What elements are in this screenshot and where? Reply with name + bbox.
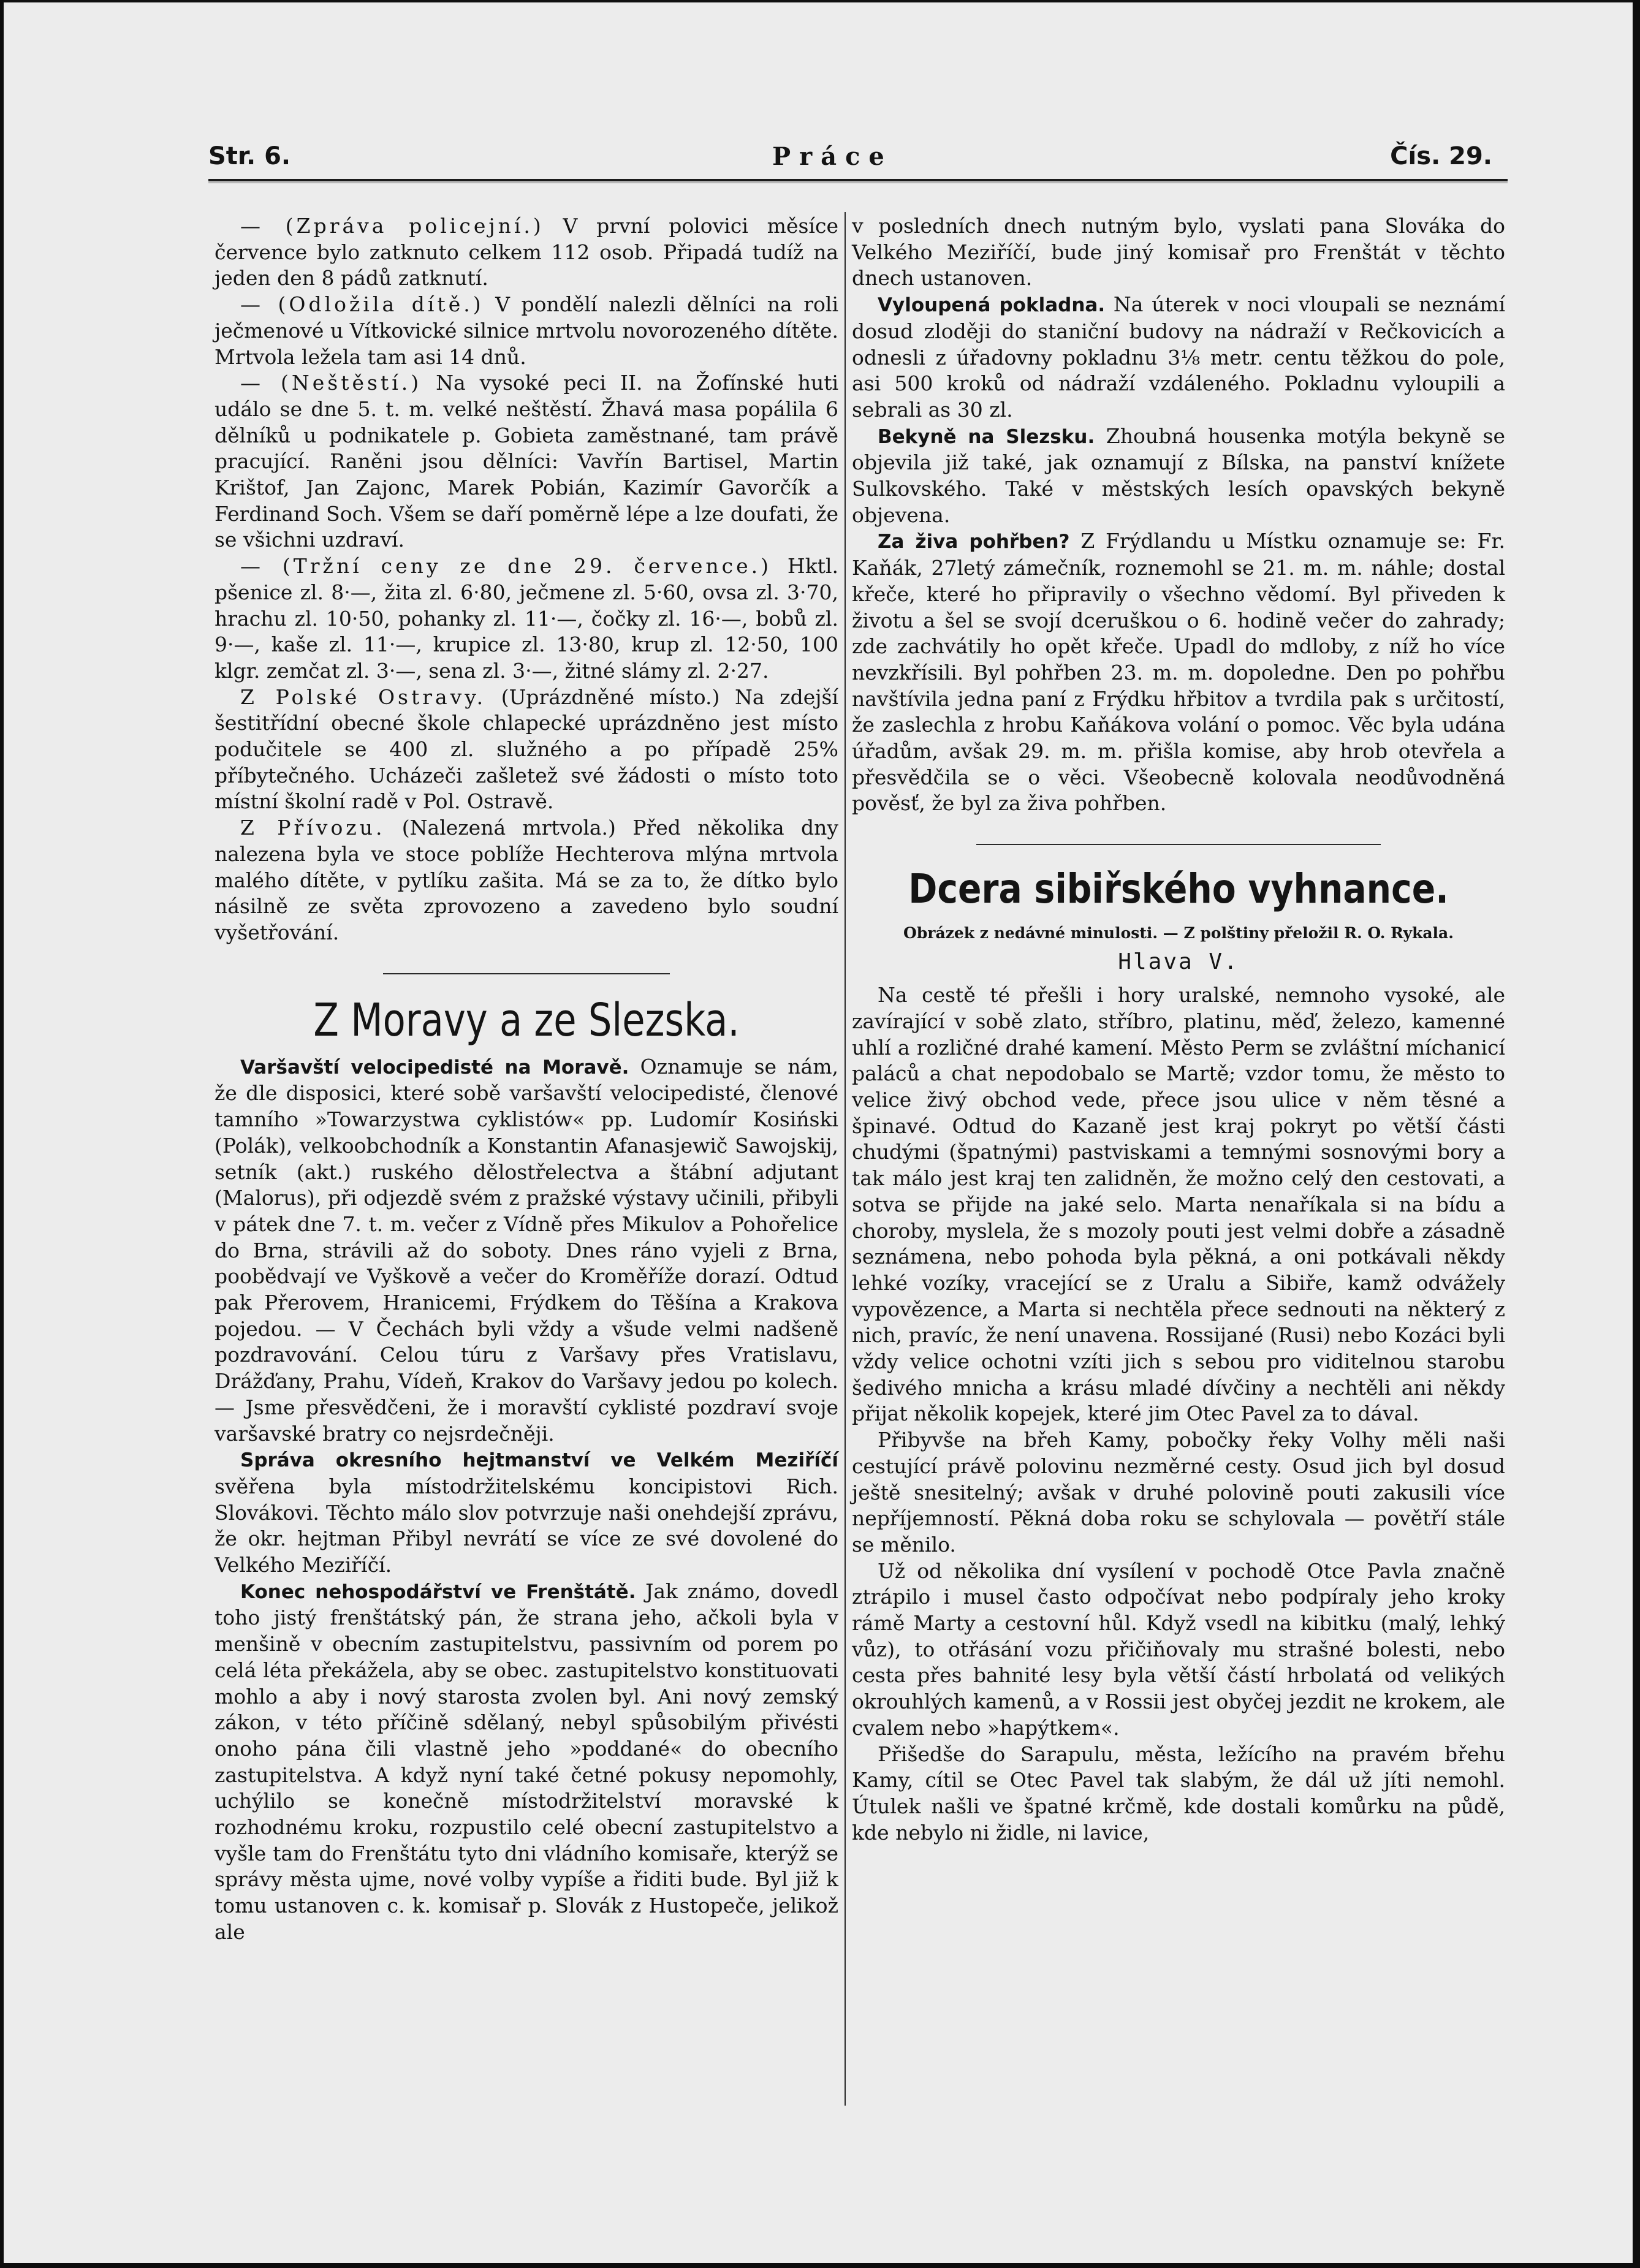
- news-item-text: V první polovici měsíce července bylo zatknuto celkem 112 osob. Připadá tudíž na jeden den 8 pádů zatknutí.: [214, 214, 838, 290]
- news-item-text: v posledních dnech nutným bylo, vyslati pana Slováka do Velkého Meziříčí, bude jiný komisař pro Frenštát v těchto dnech ustanoven.: [852, 214, 1505, 290]
- section-separator: [383, 973, 670, 974]
- page-header: [208, 142, 1492, 179]
- newspaper-title: Práce: [772, 142, 893, 171]
- news-item: [214, 1579, 838, 1946]
- right-column: [852, 213, 1505, 1846]
- scan-edge-right: [1633, 0, 1640, 2268]
- news-item: [214, 1447, 838, 1579]
- story-paragraph: Přišedše do Sarapulu, města, ležícího na pravém břehu Kamy, cítil se Otec Pavel tak slabým, že dál už jíti nemohl. Útulek našli ve špatné krčmě, kde dostali komůrku na půdě, kde nebylo ni židle, ni lavice,: [852, 1742, 1505, 1845]
- news-item: [214, 213, 838, 292]
- news-item: [214, 292, 838, 370]
- issue-number: Čís. 29.: [1390, 142, 1492, 170]
- news-item-heading: Za živa pohřben?: [878, 531, 1070, 553]
- news-item-text: Jak známo, dovedl toho jistý frenštátský pán, že strana jeho, ačkoli byla v menšině v obecním zastupitelstvu, passivním od porem po celá léta překážela, aby se obec. zastupitelstvo konstituovati mohlo a aby i nový starosta zvolen byl. Ani nový zemský zákon, v této příčině sdělaný, nebyl spůsobilým přivésti onoho pána čili vlastně jeho »poddané« do obecního zastupitelstva. A když nyní také četné pokusy nepomohly, uchýlilo se konečně místodržitelství moravské k rozhodnému kroku, rozpustilo celé obecní zastupitelstvo a vyšle tam do Frenštátu tyto dni vládního komisaře, kterýž se správy města ujme, nové volby vypíše a řiditi bude. Byl již k tomu ustanoven c. k. komisař p. Slovák z Hustopeče, jelikož ale: [214, 1579, 838, 1944]
- news-item-text: Hktl. pšenice zl. 8·—, žita zl. 6·80, ječmene zl. 5·60, ovsa zl. 3·70, hrachu zl. 10·50, pohanky zl. 11·—, čočky zl. 16·—, bobů zl. 9·—, kaše zl. 11·—, krupice zl. 13·80, krup zl. 12·50, 100 klgr. zemčat zl. 3·—, sena zl. 3·—, žitné slámy zl. 2·27.: [214, 554, 838, 683]
- news-item-heading: Z Polské Ostravy.: [240, 685, 487, 709]
- scan-edge-bottom: [0, 2263, 1640, 2268]
- news-item-text: Z Frýdlandu u Místku oznamuje se: Fr. Kaňák, 27letý zámečník, roznemohl se 21. m. m. náhle; dostal křeče, které ho připravily o všechno vědomí. Byl přiveden k životu a šel se svojí dceruškou o 6. hodině večer do zahrady; zde zachvátily ho opět křeče. Upadl do mdloby, z níž ho více nevzkřísili. Byl pohřben 23. m. m. dopoledne. Den po pohřbu navštívila jedna paní z Frýdku hřbitov a tvrdila pak s určitostí, že zaslechla z hrobu Kaňákova volání o pomoc. Věc byla udána úřadům, avšak 29. m. m. přišla komise, aby hrob otevřela a přesvědčila se o věci. Všeobecně kolovala neodůvodněná pověsť, že byl za živa pohřben.: [852, 529, 1505, 816]
- story-credit: Obrázek z nedávné minulosti. — Z polštiny přeložil R. O. Rykala.: [903, 924, 1454, 942]
- news-item-text: Oznamuje se nám, že dle disposici, které sobě varšavští velocipedisté, členové tamního »Towarzystwa cyklistów« pp. Ludomír Kosiński (Polák), velkoobchodník a Konstantin Afanasjewič Sawojskij, setník (akt.) ruského dělostřelectva a štábní adjutant (Malorus), při odjezdě svém z pražské výstavy učinili, přibyli v pátek dne 7. t. m. večer z Vídně přes Mikulov a Pohořelice do Brna, strávili až do soboty. Dnes ráno vyjeli z Brna, poobědvají ve Vyškově a večer do Kroměříže dorazí. Odtud pak Přerovem, Hranicemi, Frýdkem do Těšína a Krakova pojedou. — V Čechách byli vždy a všude velmi nadšeně pozdravování. Celou túru z Varšavy přes Vratislavu, Drážďany, Prahu, Vídeň, Krakov do Varšavy jedou po kolech. — Jsme přesvědčeni, že i moravští cyklisté pozdraví svoje varšavské bratry co nejsrdečněji.: [214, 1054, 838, 1446]
- header-rule: [208, 179, 1508, 181]
- news-item-heading: — (Neštěstí.): [240, 371, 422, 395]
- story-title: Dcera sibiřského vyhnance.: [908, 865, 1449, 913]
- news-item: [214, 1054, 838, 1447]
- story-separator: [976, 844, 1381, 845]
- news-item-text: (Nalezená mrtvola.) Před několika dny nalezena byla ve stoce poblíže Hechterova mlýna mrtvola malého dítěte, v pytlíku zašita. Má se za to, že dítko bylo násilně ze světa zprovozeno a zavedeno bylo soudní vyšetřování.: [214, 816, 839, 944]
- scan-edge-left: [0, 0, 4, 2268]
- story-paragraph: Už od několika dní vysílení v pochodě Otce Pavla značně ztrápilo i musel často odpočívat nebo podpíraly jeho kroky rámě Marty a cestovní hůl. Když vsedl na kibitku (malý, lehký vůz), to otřásání vozu přičiňovaly mu strašné bolesti, nebo cesta přes bahnité lesy byla větší částí hrbolatá od velikých okrouhlých kamenů, a v Rossii jest obyčej jezdit ne krokem, ale cvalem nebo »hapýtkem«.: [852, 1558, 1505, 1740]
- chapter-heading: Hlava V.: [1118, 949, 1239, 975]
- news-item-heading: Vyloupená pokladna.: [878, 294, 1106, 317]
- news-item-text: Na vysoké peci II. na Žofínské huti událo se dne 5. t. m. velké neštěstí. Žhavá masa popálila 6 dělníků u podnikatele p. Gobieta zaměstnané, tam právě pracující. Raněni jsou dělníci: Vavřín Bartisel, Martin Krištof, Jan Zajonc, Marek Pobián, Kazimír Gavorčík a Ferdinand Soch. Všem se daří poměrně lépe a lze doufati, že se všichni uzdraví.: [214, 371, 839, 552]
- news-item: [214, 553, 838, 685]
- story-text: [852, 982, 1505, 1846]
- moravia-silesia-news: [214, 1054, 838, 1946]
- news-item-text: Zhoubná housenka motýla bekyně se objevila již také, jak oznamují z Bílska, na panství knížete Sulkovského. Také v městských lesích opavských bekyně objevena.: [852, 423, 1505, 527]
- news-item: [852, 423, 1505, 529]
- news-item-text: (Uprázdněné místo.) Na zdejší šestitřídní obecné škole chlapecké uprázdněno jest místo podučitele se 400 zl. služného a po případě 25% příbytečného. Ucházeči zašletež své žádosti o místo toto místní školní radě v Pol. Ostravě.: [214, 685, 838, 814]
- left-column: [214, 213, 838, 1946]
- news-item-heading: Z Přívozu.: [240, 816, 385, 840]
- news-item-heading: Varšavští velocipedisté na Moravě.: [240, 1056, 629, 1079]
- news-item-heading: Správa okresního hejtmanství ve Velkém Meziříčí: [240, 1449, 838, 1472]
- section-title: Z Moravy a ze Slezska.: [313, 993, 740, 1047]
- news-item: [852, 292, 1505, 423]
- scan-edge-top: [0, 0, 1640, 2]
- news-item-heading: Bekyně na Slezsku.: [878, 425, 1095, 448]
- news-item-heading: — (Zpráva policejní.): [240, 214, 544, 238]
- news-item: [214, 685, 838, 816]
- news-item-text: Na úterek v noci vloupali se neznámí dosud zloději do staniční budovy na nádraží v Rečkovicích a odnesli z úřadovny pokladnu 3⅛ metr. centu těžkou do pole, asi 500 kroků od nádraží vzdáleného. Pokladnu vyloupili a sebrali as 30 zl.: [852, 292, 1505, 422]
- news-item: [214, 370, 838, 553]
- story-paragraph: Na cestě té přešli i hory uralské, nemnoho vysoké, ale zavírající v sobě zlato, stříbro, platinu, měď, železo, kamenné uhlí a rozličné drahé kamení. Město Perm se zvláštní míchanicí paláců a chat nepodobalo se Martě; vzdor tomu, že město to velice živý obchod vede, přece jsou ulice v něm těsné a špinavé. Odtud do Kazaně jest kraj pokryt po větší části chudými (špatnými) pastviskami a temnými sosnovými bory a tak málo jest kraj ten zalidněn, že možno celý den cestovati, a sotva se přijde na jaké selo. Marta nenaříkala si na bídu a choroby, myslela, že s mozoly pouti jest velmi dobře a zásadně seznámena, nebo pohoda byla pěkná, a oni potkávali někdy lehké vozíky, vracející se z Uralu a Sibiře, kamž odvážely vypovězence, a Marta si nechtěla přece sednouti na některý z nich, pravíc, že není unavena. Rossijané (Rusi) nebo Kozáci byli vždy velice ochotni vzíti jich s sebou pro viditelnou starobu šedivého mnicha a krásu mladé dívčiny a nechtěli ani někdy přijat několik kopejek, které jim Otec Pavel za to dával.: [852, 983, 1505, 1426]
- news-item-text: svěřena byla místodržitelskému koncipistovi Rich. Slovákovi. Těchto málo slov potvrzuje naši onehdejší zprávu, že okr. hejtman Přibyl nevrátí se více ze své dovolené do Velkého Meziříčí.: [214, 1474, 838, 1577]
- local-news: [214, 213, 838, 946]
- column-divider: [845, 212, 846, 2106]
- news-item-heading: Konec nehospodářství ve Frenštátě.: [240, 1580, 636, 1603]
- news-item: [852, 213, 1505, 292]
- news-item-text: V pondělí nalezli dělníci na roli ječmenové u Vítkovické silnice mrtvolu novorozeného dítěte. Mrtvola ležela tam asi 14 dnů.: [214, 292, 838, 369]
- story-paragraph: Přibyvše na břeh Kamy, pobočky řeky Volhy měli naši cestující právě polovinu nezměrné cesty. Osud jich byl dosud ještě snesitelný; avšak v druhé polovině pouti zakusili více nepříjemností. Pěkná doba roku se schylovala — povětří stále se měnilo.: [852, 1428, 1505, 1557]
- news-item: [214, 815, 838, 946]
- news-item: [852, 528, 1505, 817]
- news-item-heading: — (Tržní ceny ze dne 29. července.): [240, 554, 772, 578]
- news-item-heading: — (Odložila dítě.): [240, 292, 484, 317]
- regional-news: [852, 213, 1505, 817]
- page-number: Str. 6.: [208, 142, 291, 170]
